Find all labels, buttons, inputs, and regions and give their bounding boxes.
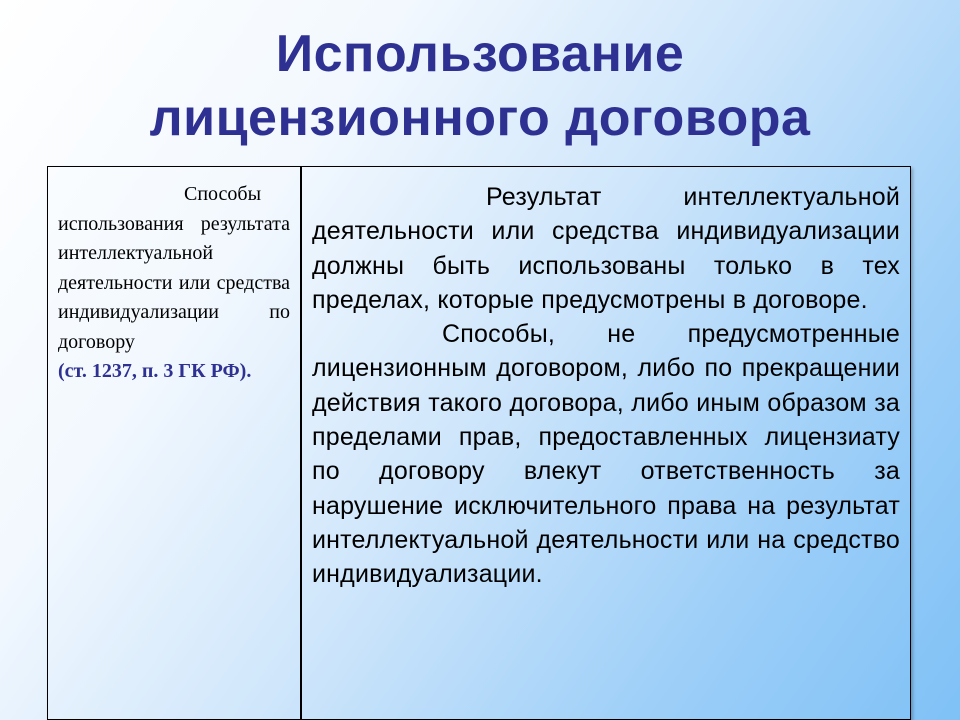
content-table	[47, 166, 911, 720]
slide-title	[0, 22, 960, 150]
title-line-2: лицензионного договора	[149, 89, 811, 147]
title-line-1: Использование	[275, 25, 685, 83]
left-cell	[48, 167, 302, 719]
left-cell-text: Способы использования результата интеллектуальной деятельности или средства индивидуализации по договору	[58, 183, 290, 353]
law-reference: (ст. 1237, п. 3 ГК РФ).	[58, 360, 252, 382]
paragraph-2: Способы, не предусмотренные лицензионным договором, либо по прекращении действия такого договора, либо иным образом за пределами прав, предоставленных лицензиату по договору влекут ответственность за нарушение исключительного права на результат интеллектуальной деятельности или на средство индивидуализации.	[312, 320, 900, 589]
right-cell	[302, 167, 910, 719]
paragraph-1: Результат интеллектуальной деятельности или средства индивидуализации должны быть использованы только в тех пределах, которые предусмотрены в договоре.	[312, 183, 900, 314]
